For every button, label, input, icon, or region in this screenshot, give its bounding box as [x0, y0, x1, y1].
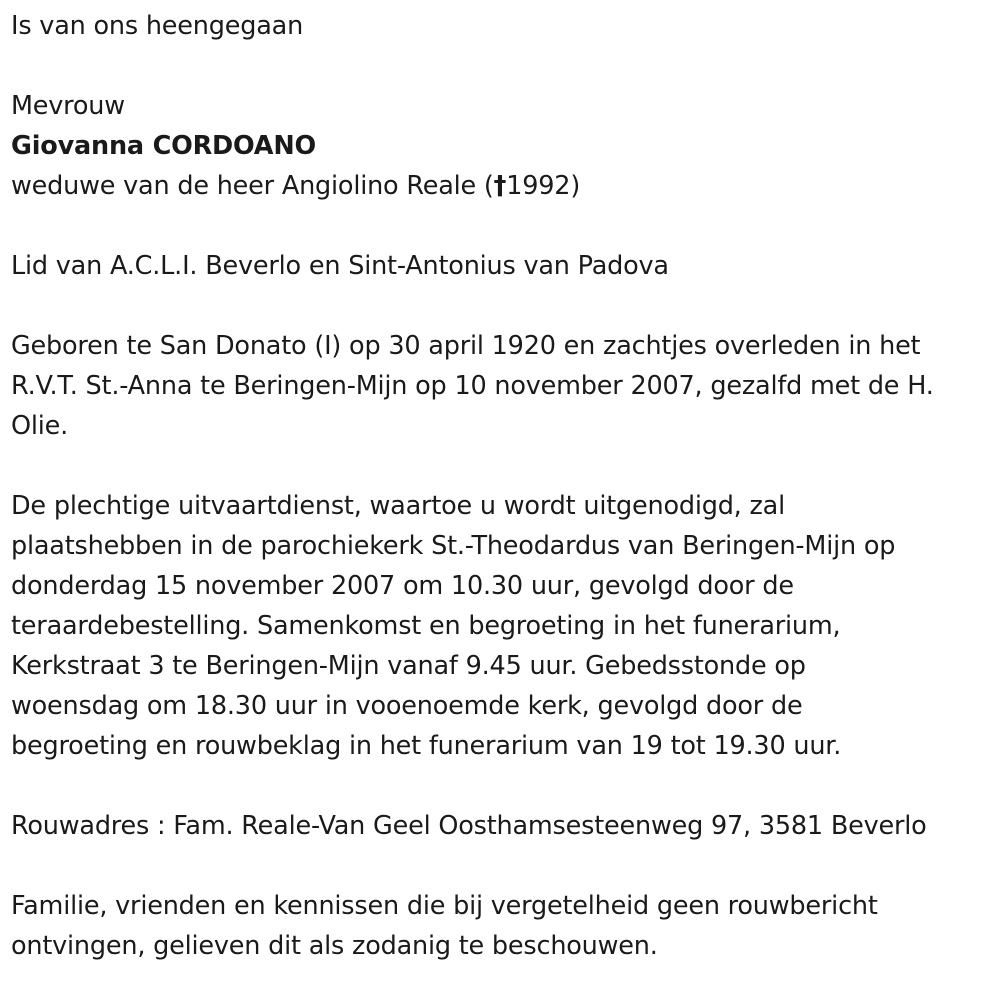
mourning-address: Rouwadres : Fam. Reale-Van Geel Oosthamsesteenweg 97, 3581 Beverlo: [11, 811, 927, 841]
spacer: [11, 766, 996, 806]
widow-year: 1992): [506, 171, 581, 201]
cross-icon: †: [493, 171, 507, 201]
closing-line: Familie, vrienden en kennissen die bij vergetelheid geen rouwbericht: [11, 891, 878, 921]
widow-line: [11, 166, 996, 206]
funeral-line: begroeting en rouwbeklag in het funerarium van 19 tot 19.30 uur.: [11, 731, 842, 761]
deceased-name: Giovanna CORDOANO: [11, 131, 316, 161]
birth-death-line: R.V.T. St.-Anna te Beringen-Mijn op 10 november 2007, gezalfd met de H.: [11, 371, 934, 401]
membership-text: Lid van A.C.L.I. Beverlo en Sint-Antonius van Padova: [11, 251, 669, 281]
funeral-line: donderdag 15 november 2007 om 10.30 uur, gevolgd door de: [11, 571, 794, 601]
funeral-line: woensdag om 18.30 uur in vooenoemde kerk, gevolgd door de: [11, 691, 803, 721]
death-notice: [11, 6, 996, 966]
spacer: [11, 286, 996, 326]
spacer: [11, 846, 996, 886]
funeral-paragraph: [11, 486, 996, 766]
widow-prefix: weduwe van de heer Angiolino Reale (: [11, 171, 494, 201]
salutation: Mevrouw: [11, 91, 125, 121]
birth-death-line: Olie.: [11, 411, 69, 441]
intro-text: Is van ons heengegaan: [11, 11, 304, 41]
spacer: [11, 46, 996, 86]
spacer: [11, 446, 996, 486]
closing-line: ontvingen, gelieven dit als zodanig te beschouwen.: [11, 931, 658, 961]
birth-death-line: Geboren te San Donato (I) op 30 april 1920 en zachtjes overleden in het: [11, 331, 921, 361]
funeral-line: plaatshebben in de parochiekerk St.-Theodardus van Beringen-Mijn op: [11, 531, 896, 561]
closing-paragraph: [11, 886, 996, 966]
funeral-line: De plechtige uitvaartdienst, waartoe u wordt uitgenodigd, zal: [11, 491, 785, 521]
birth-death-paragraph: [11, 326, 996, 446]
funeral-line: Kerkstraat 3 te Beringen-Mijn vanaf 9.45 uur. Gebedsstonde op: [11, 651, 806, 681]
spacer: [11, 206, 996, 246]
funeral-line: teraardebestelling. Samenkomst en begroeting in het funerarium,: [11, 611, 841, 641]
